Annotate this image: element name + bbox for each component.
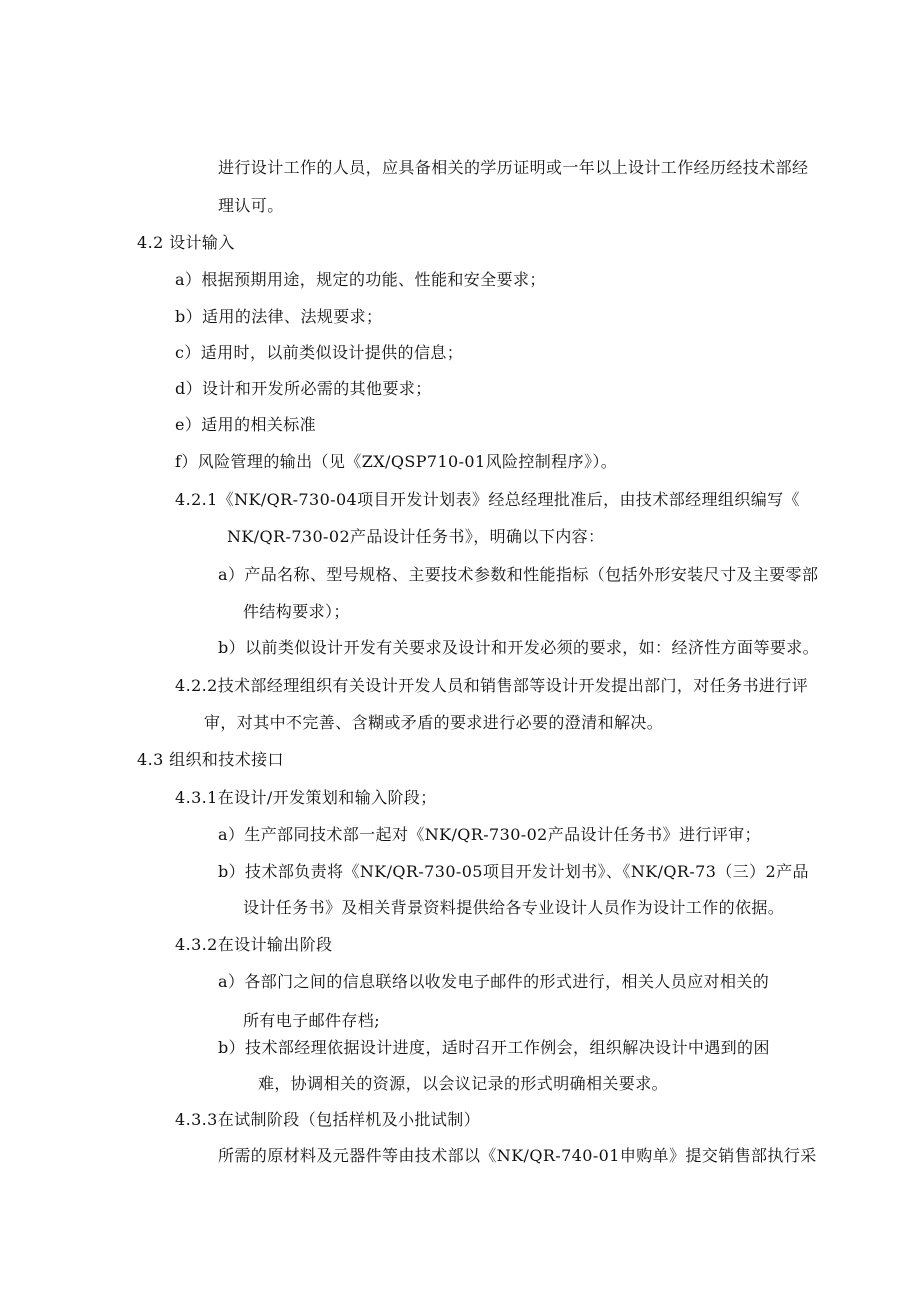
paragraph-text: 审，对其中不完善、含糊或矛盾的要求进行必要的澄清和解决。: [204, 713, 664, 732]
subsection-heading: 4.3.3在试制阶段（包括样机及小批试制）: [175, 1110, 481, 1129]
list-item: b）适用的法律、法规要求；: [175, 307, 383, 326]
list-item: e）适用的相关标准: [175, 415, 317, 434]
subsection-heading: 4.3.1在设计/开发策划和输入阶段；: [175, 788, 437, 807]
list-item: b）技术部负责将《NK/QR-730-05项目开发计划书》、《NK/QR-73（三）2产品: [218, 862, 809, 881]
list-item: 设计任务书》及相关背景资料提供给各专业设计人员作为设计工作的依据。: [243, 898, 785, 917]
paragraph-text: NK/QR-730-02产品设计任务书》，明确以下内容：: [227, 527, 605, 546]
list-item: 所有电子邮件存档;: [243, 1011, 380, 1030]
subsection-heading: 4.2.1《NK/QR-730-04项目开发计划表》经总经理批准后，由技术部经理组织编写《: [175, 490, 800, 509]
list-item: a）生产部同技术部一起对《NK/QR-730-02产品设计任务书》进行评审；: [218, 825, 761, 844]
list-item: 件结构要求）；: [243, 602, 350, 621]
section-heading: 4.2 设计输入: [137, 233, 235, 252]
list-item: d）设计和开发所必需的其他要求；: [175, 379, 432, 398]
list-item: a）各部门之间的信息联络以收发电子邮件的形式进行，相关人员应对相关的: [218, 972, 770, 991]
list-item: b）技术部经理依据设计进度，适时召开工作例会，组织解决设计中遇到的困: [218, 1038, 770, 1057]
paragraph-text: 理认可。: [218, 196, 284, 215]
list-item: b）以前类似设计开发有关要求及设计和开发必须的要求，如：经济性方面等要求。: [218, 638, 820, 657]
list-item: 难，协调相关的资源，以会议记录的形式明确相关要求。: [258, 1074, 669, 1093]
paragraph-text: 进行设计工作的人员，应具备相关的学历证明或一年以上设计工作经历经技术部经: [218, 158, 809, 177]
paragraph-text: 所需的原材料及元器件等由技术部以《NK/QR-740-01申购单》提交销售部执行采: [218, 1146, 817, 1165]
subsection-heading: 4.2.2技术部经理组织有关设计开发人员和销售部等设计开发提出部门，对任务书进行评: [175, 676, 809, 695]
subsection-heading: 4.3.2在设计输出阶段: [175, 935, 333, 954]
list-item: c）适用时，以前类似设计提供的信息；: [175, 343, 464, 362]
section-heading: 4.3 组织和技术接口: [137, 750, 284, 769]
list-item: a）产品名称、型号规格、主要技术参数和性能指标（包括外形安装尺寸及主要零部: [218, 565, 819, 584]
list-item: f）风险管理的输出（见《ZX/QSP710-01风险控制程序》）。: [175, 452, 618, 471]
list-item: a）根据预期用途，规定的功能、性能和安全要求；: [175, 270, 546, 289]
